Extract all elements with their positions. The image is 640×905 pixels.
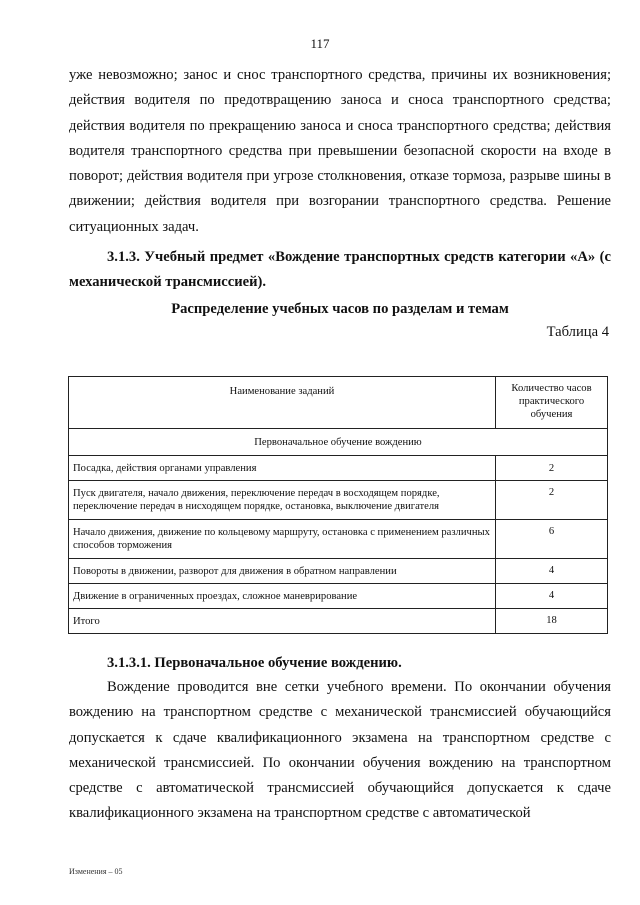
intro-paragraph: уже невозможно; занос и снос транспортного средства, причины их возникновения; действия водителя по предотвращению заноса и сноса транспортного средства; действия водителя по прекращению заноса и сноса транспортного средства; действия водителя транспортного средства при превышении безопасной скорости на входе в поворот; действия водителя при угрозе столкновения, отказе тормоза, разрыве шины в движении; действия водителя при возгорании транспортного средства. Решение ситуационных задач. <box>69 67 611 235</box>
row-task-name: Пуск двигателя, начало движения, переключение передач в восходящем порядке, переключение передач в нисходящем порядке, остановка, выключение двигателя <box>69 481 496 520</box>
subsection-heading: 3.1.3.1. Первоначальное обучение вождению. <box>107 655 402 671</box>
total-hours: 18 <box>496 609 608 634</box>
revision-footer: Изменения – 05 <box>69 867 123 876</box>
page-number: 117 <box>310 36 330 51</box>
table-row <box>69 456 608 481</box>
header-task-name: Наименование заданий <box>69 377 496 429</box>
table-total-row <box>69 609 608 634</box>
row-hours: 4 <box>496 559 608 584</box>
row-task-name: Повороты в движении, разворот для движения в обратном направлении <box>69 559 496 584</box>
row-hours: 2 <box>496 456 608 481</box>
row-task-name: Движение в ограниченных проездах, сложное маневрирование <box>69 584 496 609</box>
body-paragraph: Вождение проводится вне сетки учебного времени. По окончании обучения вождению на транспортном средстве с механической трансмиссией обучающийся допускается к сдаче квалификационного экзамена на транспортном средстве с механической трансмиссией. По окончании обучения вождению на транспортном средстве с автоматической трансмиссией обучающийся допускается к сдаче квалификационного экзамена на транспортном средстве с автоматической <box>69 679 611 822</box>
row-hours: 2 <box>496 481 608 520</box>
header-practice-hours: Количество часов практического обучения <box>496 377 608 429</box>
table-section-row <box>69 429 608 456</box>
section-heading: 3.1.3. Учебный предмет «Вождение транспортных средств категории «А» (с механической трансмиссией). <box>69 249 611 290</box>
table-row <box>69 481 608 520</box>
hours-distribution-table <box>68 376 608 634</box>
row-hours: 4 <box>496 584 608 609</box>
table-row <box>69 559 608 584</box>
row-task-name: Начало движения, движение по кольцевому маршруту, остановка с применением различных способов торможения <box>69 520 496 559</box>
table-row <box>69 520 608 559</box>
row-task-name: Посадка, действия органами управления <box>69 456 496 481</box>
table-header-row <box>69 377 608 429</box>
table-row <box>69 584 608 609</box>
total-label: Итого <box>69 609 496 634</box>
table-title: Распределение учебных часов по разделам и темам <box>171 301 509 317</box>
row-hours: 6 <box>496 520 608 559</box>
section-row-label: Первоначальное обучение вождению <box>69 429 608 456</box>
table-label: Таблица 4 <box>546 324 609 340</box>
